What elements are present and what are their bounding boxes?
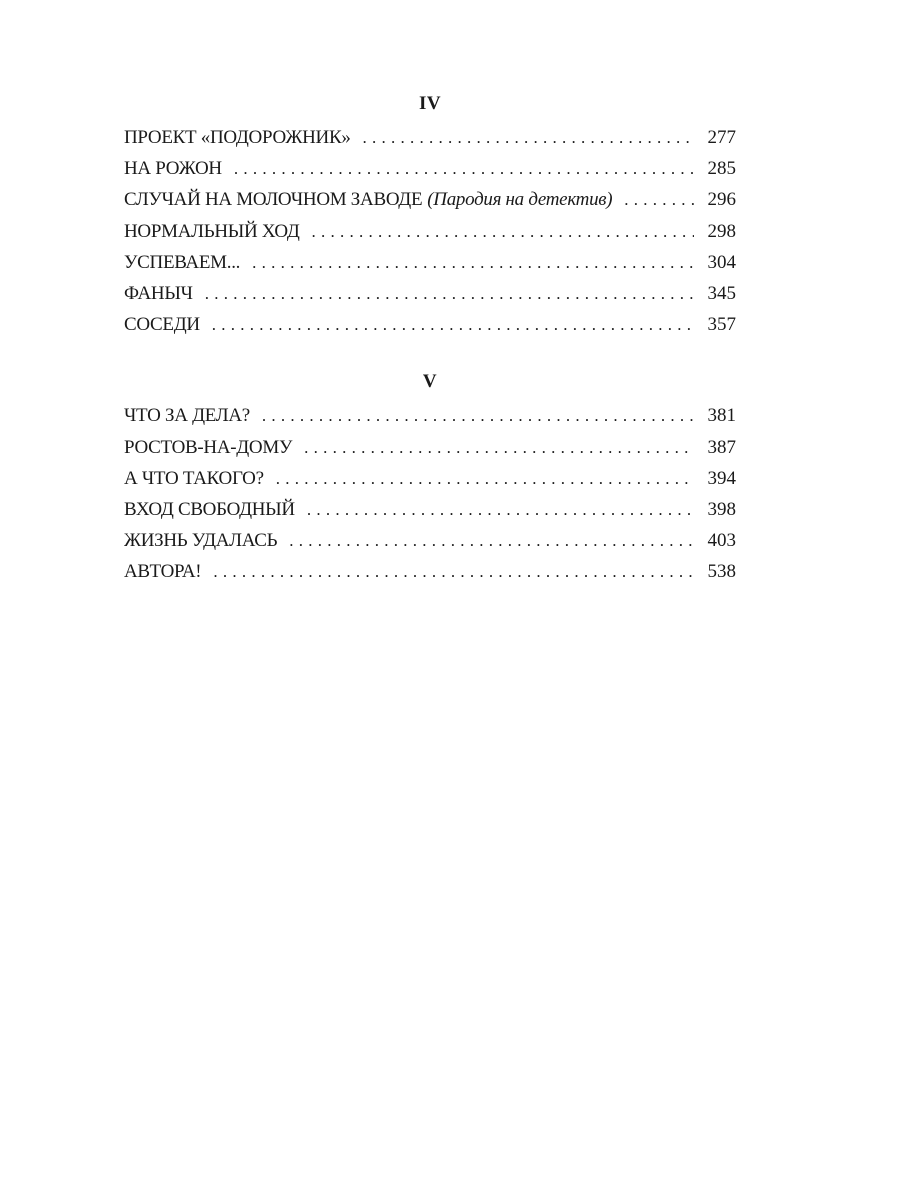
entry-title: СОСЕДИ: [124, 314, 200, 336]
page-number: 277: [707, 127, 736, 148]
toc-entry[interactable]: [124, 309, 736, 340]
toc-entry[interactable]: [124, 400, 736, 431]
section-spacer: [124, 340, 736, 370]
toc-entry[interactable]: [124, 556, 736, 587]
entry-title: ВХОД СВОБОДНЫЙ: [124, 498, 295, 520]
entry-title: НОРМАЛЬНЫЙ ХОД: [124, 220, 300, 242]
page-number: 298: [707, 220, 736, 242]
page-number: 538: [707, 561, 736, 583]
page-number: 357: [707, 314, 736, 336]
page-number: 345: [707, 282, 736, 304]
dot-leader: [252, 247, 694, 278]
toc-entry[interactable]: [124, 525, 736, 556]
dot-leader: [289, 525, 694, 556]
toc-entry[interactable]: [124, 122, 736, 153]
toc-list: [124, 400, 736, 587]
page-number: 398: [707, 498, 736, 520]
toc-entry[interactable]: [124, 432, 736, 463]
dot-leader: [234, 153, 694, 184]
dot-leader: [212, 309, 694, 340]
entry-title: УСПЕВАЕМ...: [124, 251, 241, 273]
entry-title: СЛУЧАЙ НА МОЛОЧНОМ ЗАВОДЕ: [124, 189, 423, 211]
entry-title: НА РОЖОН: [124, 158, 222, 180]
dot-leader: [363, 122, 694, 153]
toc-entry[interactable]: [124, 153, 736, 184]
section-heading: V: [422, 371, 438, 393]
page-number: 387: [707, 436, 736, 458]
entry-title: РОСТОВ-НА-ДОМУ: [124, 436, 293, 458]
entry-title: ФАНЫЧ: [124, 282, 193, 304]
toc-section-v: [124, 370, 736, 587]
dot-leader: [276, 463, 694, 494]
toc-section-iv: [124, 92, 736, 340]
toc-entry[interactable]: [124, 463, 736, 494]
toc-entry[interactable]: [124, 494, 736, 525]
entry-title: ЖИЗНЬ УДАЛАСЬ: [124, 530, 278, 552]
entry-title: А ЧТО ТАКОГО?: [124, 467, 264, 489]
dot-leader: [213, 556, 694, 587]
dot-leader: [304, 432, 694, 463]
page-number: 394: [707, 467, 736, 489]
dot-leader: [262, 400, 694, 431]
entry-title: ПРОЕКТ «ПОДОРОЖНИК»: [124, 127, 351, 148]
entry-subtitle: (Пародия на детектив): [427, 189, 613, 211]
dot-leader: [307, 494, 694, 525]
toc-list: [124, 122, 736, 340]
table-of-contents: [124, 92, 736, 587]
toc-entry[interactable]: [124, 216, 736, 247]
entry-title: АВТОРА!: [124, 561, 202, 583]
page-number: 403: [707, 530, 736, 552]
page-number: 304: [707, 251, 736, 273]
toc-entry[interactable]: [124, 247, 736, 278]
page-number: 381: [707, 405, 736, 427]
dot-leader: [624, 184, 694, 215]
section-heading: IV: [418, 93, 442, 114]
page-number: 296: [707, 189, 736, 211]
dot-leader: [205, 278, 694, 309]
page-number: 285: [707, 158, 736, 180]
toc-entry[interactable]: [124, 184, 736, 215]
entry-title: ЧТО ЗА ДЕЛА?: [124, 405, 250, 427]
toc-entry[interactable]: [124, 278, 736, 309]
dot-leader: [311, 216, 694, 247]
